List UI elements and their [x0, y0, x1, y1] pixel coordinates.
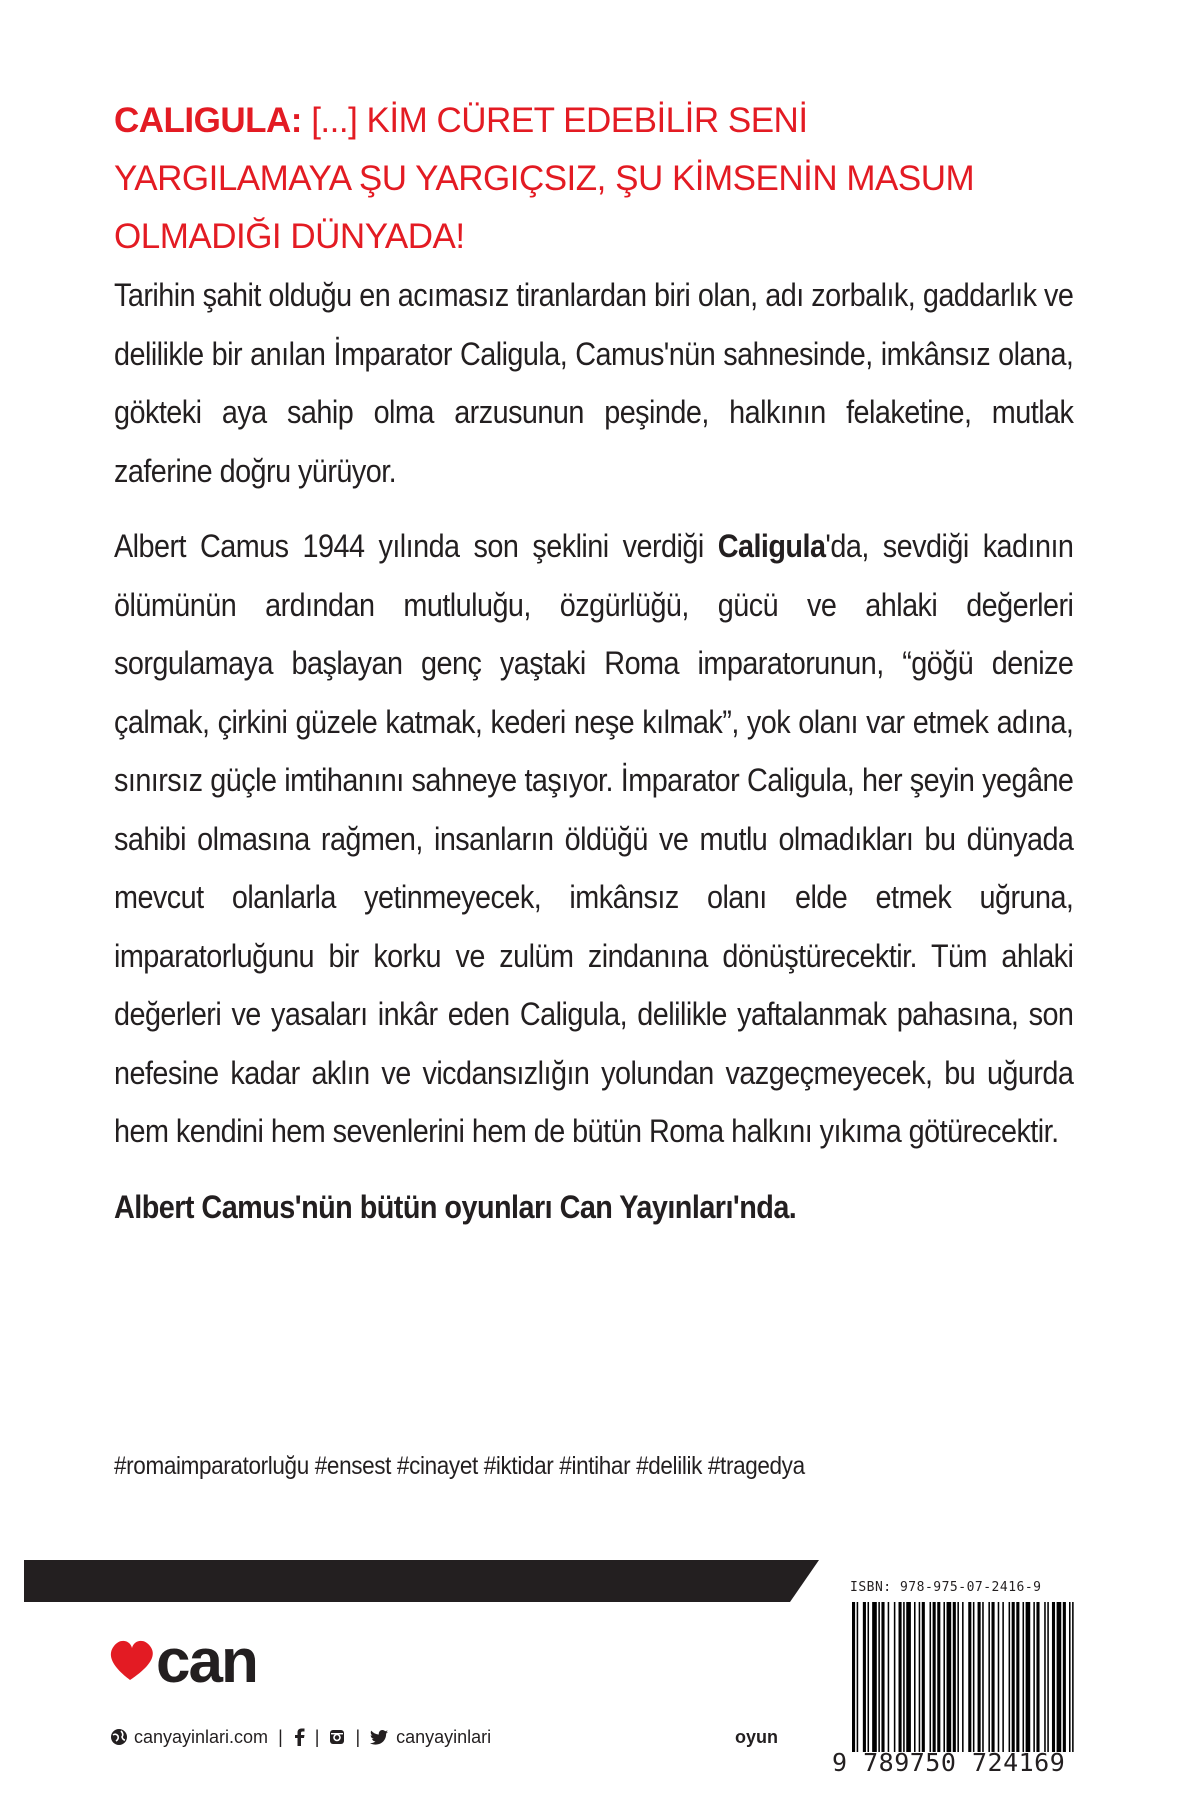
website-link[interactable]: canyayinlari.com — [134, 1726, 269, 1747]
genre-label: oyun — [735, 1726, 778, 1747]
hashtags: #romaimparatorluğu #ensest #cinayet #iktidar #intihar #delilik #tragedya — [114, 1452, 805, 1480]
barcode-bar — [1063, 1602, 1066, 1752]
divider: | — [355, 1726, 361, 1747]
heart-icon — [111, 1641, 153, 1680]
logo-wordmark: can — [156, 1632, 257, 1692]
barcode-bar — [1044, 1602, 1046, 1752]
twitter-icon[interactable] — [370, 1730, 388, 1745]
barcode-bar — [1002, 1602, 1004, 1752]
barcode-bar — [937, 1602, 940, 1752]
barcode-bar — [852, 1602, 855, 1752]
isbn-barcode — [832, 1580, 1080, 1780]
cover-quote — [114, 92, 1014, 266]
instagram-icon[interactable] — [329, 1729, 345, 1745]
blurb — [114, 266, 1073, 1253]
barcode-bar — [863, 1602, 866, 1752]
barcode-bars — [850, 1602, 1080, 1752]
paragraph-2-start: Albert Camus 1944 yılında son şeklini verdiği — [114, 528, 718, 564]
barcode-bar — [1052, 1602, 1055, 1752]
book-title-inline: Caligula — [717, 528, 826, 564]
barcode-bar — [881, 1602, 884, 1752]
barcode-bar — [933, 1602, 936, 1752]
can-logo — [108, 1632, 298, 1692]
barcode-bar — [906, 1602, 911, 1752]
barcode-bar — [888, 1602, 890, 1752]
barcode-bar — [1047, 1602, 1049, 1752]
barcode-bar — [868, 1602, 870, 1752]
barcode-bar — [1009, 1602, 1011, 1752]
barcode-bar — [982, 1602, 984, 1752]
barcode-bar — [978, 1602, 981, 1752]
barcode-bar — [1033, 1602, 1035, 1752]
facebook-icon[interactable] — [293, 1728, 305, 1746]
barcode-bar — [903, 1602, 905, 1752]
barcode-bar — [899, 1602, 902, 1752]
barcode-bar — [930, 1602, 932, 1752]
publisher-footer — [110, 1722, 778, 1752]
divider: | — [278, 1726, 283, 1747]
barcode-bar — [1016, 1602, 1019, 1752]
closing-line: Albert Camus'nün bütün oyunları Can Yayınları'nda. — [114, 1188, 797, 1225]
barcode-bar — [857, 1602, 859, 1752]
blurb-paragraph-2 — [114, 517, 1073, 1161]
barcode-bar — [968, 1602, 971, 1752]
black-stripe — [24, 1560, 819, 1602]
barcode-bar — [988, 1602, 990, 1752]
blurb-paragraph-1: Tarihin şahit olduğu en acımasız tiranlardan biri olan, adı zorbalık, gaddarlık ve delilikle bir anılan İmparator Caligula, Camus'nün sahnesinde, imkânsız olana, gökteki aya sahip olma arzusunun peşinde, halkının felaketine, mutlak zaferine doğru yürüyor. — [114, 277, 1074, 489]
barcode-bar — [922, 1602, 925, 1752]
isbn-digits: 9 789750 724169 — [832, 1748, 1066, 1777]
barcode-bar — [1072, 1602, 1074, 1752]
isbn-label: ISBN: 978-975-07-2416-9 — [850, 1580, 1042, 1595]
barcode-bar — [953, 1602, 956, 1752]
quote-text: [...] KİM CÜRET EDEBİLİR SENİ YARGILAMAYA ŞU YARGIÇSIZ, ŞU KİMSENİN MASUM OLMADIĞI DÜNYADA! — [114, 101, 975, 256]
barcode-bar — [957, 1602, 959, 1752]
barcode-bar — [1069, 1602, 1071, 1752]
paragraph-2-rest: 'da, sevdiği kadının ölümünün ardından mutluluğu, özgürlüğü, gücü ve ahlaki değerleri sorgulamaya başlayan genç yaştaki Roma imparatorunun, “göğü denize çalmak, çirkini güzele katmak, kederi neşe kılmak”, yok olanı var etmek adına, sınırsız güçle imtihanını sahneye taşıyor. İmparator Caligula, her şeyin yegâne sahibi olmasına rağmen, insanların öldüğü ve mutlu olmadıkları bu dünyada mevcut olanlarla yetinmeyecek, imkânsız olanı elde etmek uğruna, imparatorluğunu bir korku ve zulüm zindanına dönüştürecektir. Tüm ahlaki değerleri ve yasaları inkâr eden Caligula, delilikle yaftalanmak pahasına, son nefesine kadar aklın ve vicdansızlığın yolundan vazgeçmeyecek, bu uğurda hem kendini hem sevenlerini hem de bütün Roma halkını yıkıma götürecektir. — [114, 528, 1074, 1149]
barcode-bar — [872, 1602, 877, 1752]
barcode-bar — [973, 1602, 975, 1752]
barcode-bar — [878, 1602, 880, 1752]
barcode-bar — [1023, 1602, 1025, 1752]
barcode-bar — [1012, 1602, 1015, 1752]
barcode-bar — [914, 1602, 916, 1752]
barcode-bar — [894, 1602, 896, 1752]
globe-icon — [110, 1728, 128, 1746]
barcode-bar — [1026, 1602, 1031, 1752]
barcode-bar — [947, 1602, 952, 1752]
barcode-bar — [1036, 1602, 1039, 1752]
quote-speaker: CALIGULA: — [114, 101, 302, 140]
barcode-bar — [919, 1602, 921, 1752]
divider: | — [314, 1726, 320, 1747]
barcode-bar — [962, 1602, 964, 1752]
barcode-bar — [943, 1602, 945, 1752]
social-handle[interactable]: canyayinlari — [396, 1726, 492, 1747]
barcode-bar — [992, 1602, 995, 1752]
barcode-bar — [1057, 1602, 1062, 1752]
barcode-bar — [998, 1602, 1000, 1752]
